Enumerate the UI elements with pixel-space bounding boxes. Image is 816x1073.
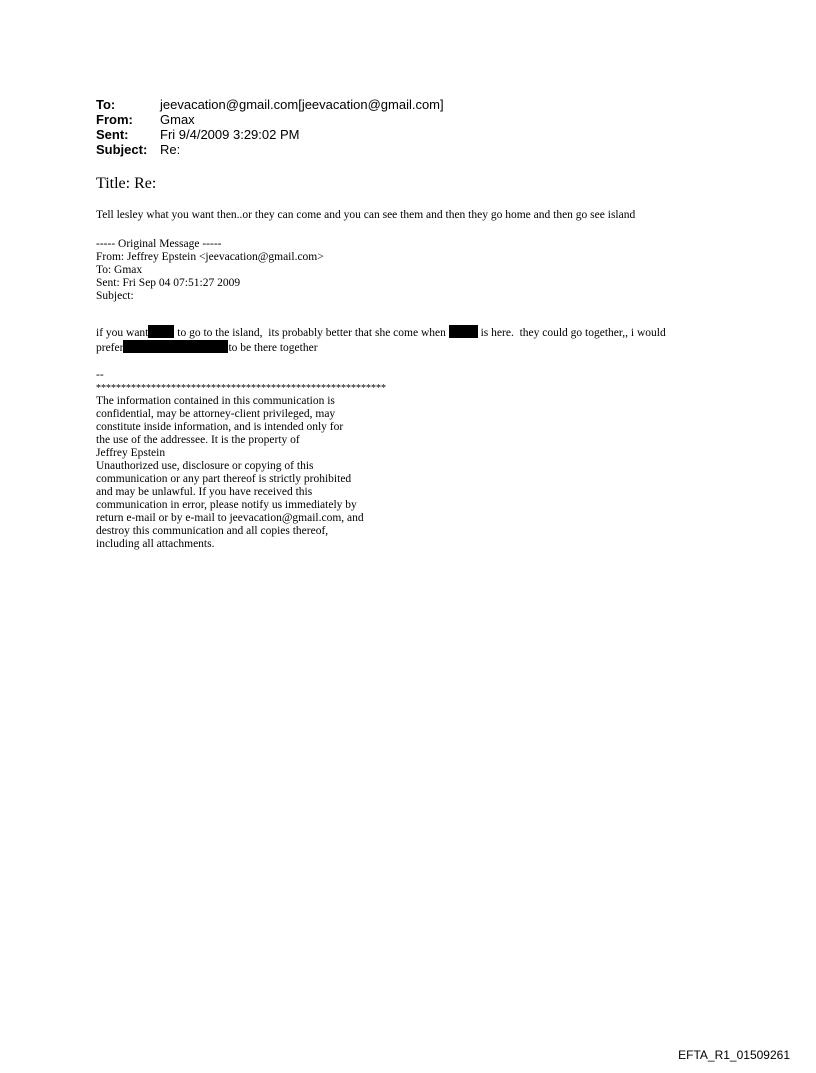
disclaimer-line: Jeffrey Epstein	[96, 447, 166, 459]
to-value: jeevacation@gmail.com[jeevacation@gmail.com]	[160, 97, 444, 112]
disclaimer-line: return e-mail or by e-mail to jeevacation@gmail.com, and	[96, 512, 364, 524]
redaction-box	[148, 325, 174, 338]
header-subject-row	[96, 142, 444, 157]
message-seg-5: to be there together	[228, 342, 318, 354]
header-sent-row	[96, 127, 444, 142]
original-message-header	[96, 238, 324, 303]
message-seg-1: if you want	[96, 327, 149, 339]
original-sent: Sent: Fri Sep 04 07:51:27 2009	[96, 277, 241, 289]
subject-label: Subject:	[96, 142, 148, 157]
message-line-1	[96, 325, 666, 340]
disclaimer-line: confidential, may be attorney-client privileged, may	[96, 408, 336, 420]
sent-value: Fri 9/4/2009 3:29:02 PM	[160, 127, 300, 142]
original-subject: Subject:	[96, 290, 134, 302]
disclaimer-line: The information contained in this communication is	[96, 395, 335, 407]
message-seg-2: to go to the island, its probably better that she come when	[174, 327, 449, 339]
redaction-box	[449, 325, 478, 338]
disclaimer-line: communication in error, please notify us immediately by	[96, 499, 357, 511]
from-value: Gmax	[160, 112, 195, 127]
disclaimer-line: destroy this communication and all copies thereof,	[96, 525, 329, 537]
disclaimer-line: communication or any part thereof is strictly prohibited	[96, 473, 352, 485]
original-from: From: Jeffrey Epstein <jeevacation@gmail.com>	[96, 251, 324, 263]
original-to: To: Gmax	[96, 264, 143, 276]
reply-text: Tell lesley what you want then..or they can come and you can see them and then they go home and then go see island	[96, 209, 636, 221]
confidentiality-footer	[96, 369, 386, 551]
original-message-body	[96, 325, 666, 355]
disclaimer-line: the use of the addressee. It is the property of	[96, 434, 300, 446]
message-line-2	[96, 340, 666, 355]
signature-dashes: --	[96, 369, 104, 381]
original-divider: ----- Original Message -----	[96, 238, 222, 250]
disclaimer-line: and may be unlawful. If you have received this	[96, 486, 313, 498]
signature-stars: **********************************************************	[96, 383, 386, 394]
redaction-box	[123, 340, 228, 353]
subject-value: Re:	[160, 142, 181, 157]
email-header	[96, 97, 444, 157]
bates-stamp: EFTA_R1_01509261	[678, 1048, 790, 1062]
to-label: To:	[96, 97, 116, 112]
message-seg-3: is here. they could go together,, i would	[477, 327, 666, 339]
disclaimer-line: Unauthorized use, disclosure or copying of this	[96, 460, 314, 472]
email-title: Title: Re:	[96, 175, 157, 192]
header-from-row	[96, 112, 444, 127]
sent-label: Sent:	[96, 127, 129, 142]
message-seg-4: prefer	[96, 342, 124, 354]
from-label: From:	[96, 112, 133, 127]
disclaimer-line: including all attachments.	[96, 538, 215, 550]
header-to-row	[96, 97, 444, 112]
disclaimer-line: constitute inside information, and is intended only for	[96, 421, 344, 433]
